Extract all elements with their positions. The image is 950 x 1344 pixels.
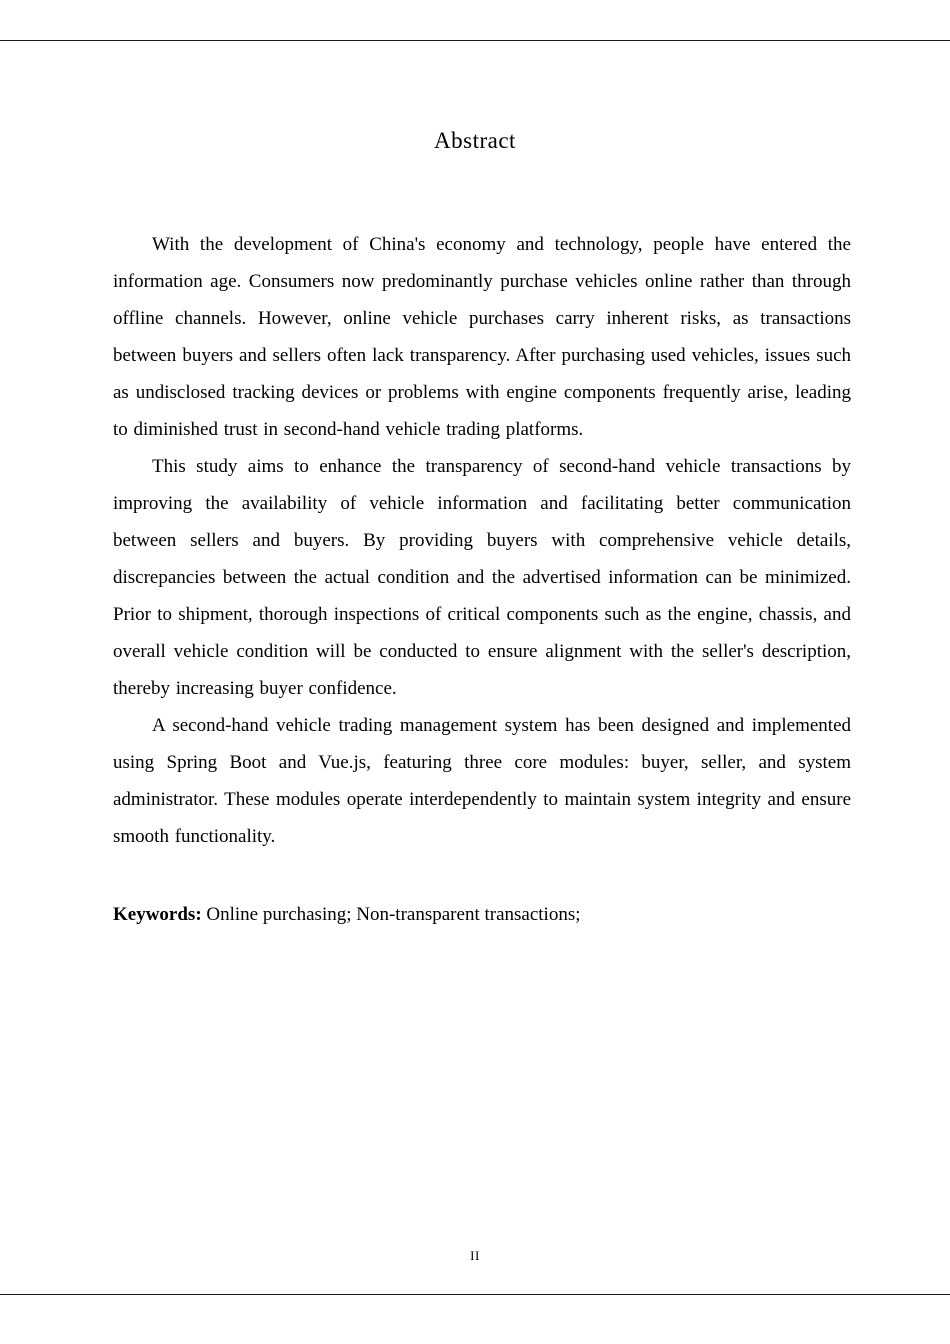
- page-number: II: [470, 1248, 480, 1263]
- keywords-text: Online purchasing; Non-transparent transactions;: [201, 904, 581, 925]
- abstract-paragraph-3: A second-hand vehicle trading management system has been designed and implemented using Spring Boot and Vue.js, featuring three core modules: buyer, seller, and system administrator. These modules operate interdependently to maintain system integrity and ensure smooth functionality.: [113, 715, 851, 847]
- abstract-paragraph-1: With the development of China's economy and technology, people have entered the information age. Consumers now predominantly purchase vehicles online rather than through offline channels. However, online vehicle purchases carry inherent risks, as transactions between buyers and sellers often lack transparency. After purchasing used vehicles, issues such as undisclosed tracking devices or problems with engine components frequently arise, leading to diminished trust in second-hand vehicle trading platforms.: [113, 234, 851, 440]
- abstract-body: [113, 226, 851, 855]
- abstract-paragraph-2: This study aims to enhance the transparency of second-hand vehicle transactions by improving the availability of vehicle information and facilitating better communication between sellers and buyers. By providing buyers with comprehensive vehicle details, discrepancies between the actual condition and the advertised information can be minimized. Prior to shipment, thorough inspections of critical components such as the engine, chassis, and overall vehicle condition will be conducted to ensure alignment with the seller's description, thereby increasing buyer confidence.: [113, 456, 851, 699]
- keywords-label: Keywords:: [113, 904, 202, 925]
- page-title: Abstract: [434, 128, 516, 153]
- footer-rule: [0, 1294, 950, 1295]
- header-rule: [0, 40, 950, 41]
- keywords-line: [113, 896, 851, 933]
